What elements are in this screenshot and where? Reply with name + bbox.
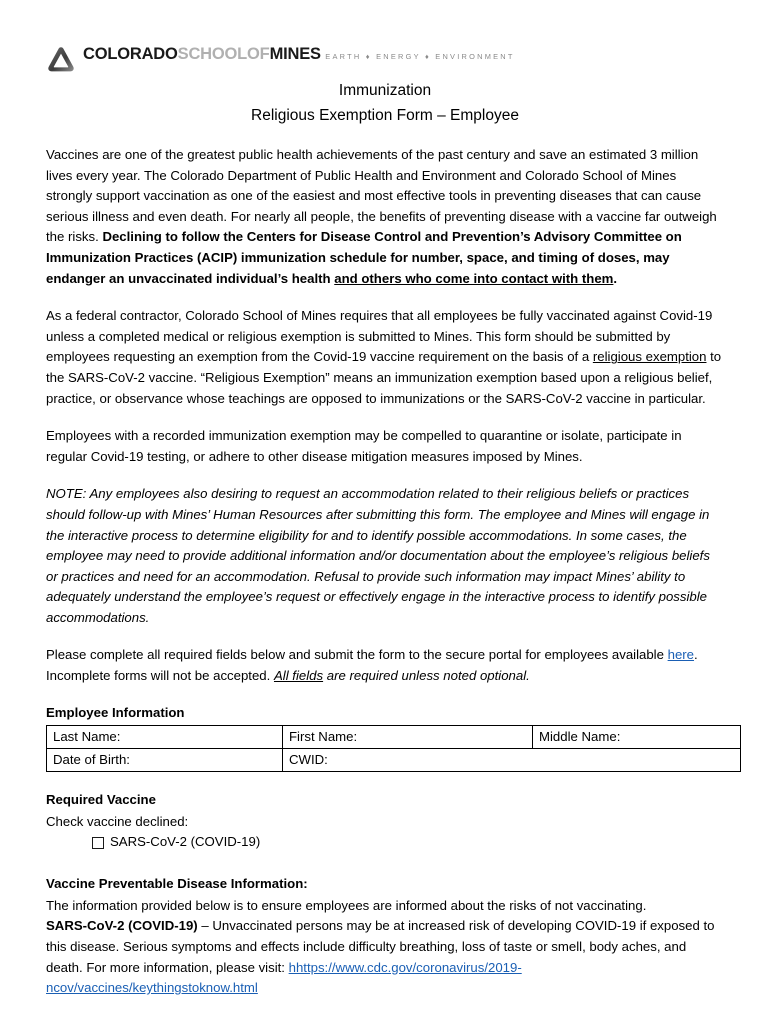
disease-name-label: SARS-CoV-2 (COVID-19) [46,918,198,934]
paragraph-federal-contractor [46,306,725,409]
vaccine-preventable-disease-section [46,875,725,999]
p1-bold-underlined-text: and others who come into contact with them [334,270,614,286]
mines-triangle-logo-icon [46,45,76,75]
p2-text-a: As a federal contractor, Colorado School of Mines requires that all employees be fully vaccinated against Covid-19 unless a completed medical or religious exemption is submitted to Mines. This form should be submitted by employees requesting an exemption from the Covid-19 vaccine requirement on the basis of a [46,308,713,365]
logo-wordmark [83,45,321,63]
p2-underlined-religious-exemption: religious exemption [592,349,707,365]
vaccine-preventable-heading: Vaccine Preventable Disease Information: [46,875,308,891]
document-header [46,44,724,134]
checkbox-sars-cov-2-icon[interactable] [92,837,104,849]
disease-description-text: – Unvaccinated persons may be at increased risk of developing COVID-19 if exposed to this disease. Serious symptoms and effects include difficulty breathing, loss of taste or smell, body aches, and death. For more information, please visit: [46,918,715,975]
required-vaccine-section [46,791,725,853]
p1-bold-text: Declining to follow the Centers for Disease Control and Prevention’s Advisory Committee on Immunization Practices (ACIP) immunization schedule for number, space, and timing of doses, may endanger an unvaccinated individual’s health [46,229,682,286]
p5-text-b: . Incomplete forms will not be accepted. [46,647,698,684]
vaccine-option-row[interactable] [92,832,725,853]
paragraph-vaccines-intro [46,145,725,289]
paragraph-note-accommodation: NOTE: Any employees also desiring to request an accommodation related to their religious beliefs or practices should follow-up with Mines’ Human Resources after submitting this form. The employee and Mines will engage in the interactive process to determine eligibility for and to identify possible accommodations. In some cases, the employee may need to provide additional information and/or documentation about the employee’s religious beliefs or practices and need for an accommodation. Refusal to provide such information may impact Mines’ ability to adequately understand the employee’s request or effectively engage in the interactive process to identify possible accommodations. [46,486,710,625]
logo-text-group [83,44,515,64]
vaccine-preventable-intro: The information provided below is to ensure employees are informed about the risks of not vaccinating. [46,897,647,913]
page-title-line-1: Immunization [338,82,432,99]
paragraph-submit-instructions [46,645,725,686]
logo-word-colorado: COLORADO [83,45,178,63]
page-title-line-2: Religious Exemption Form – Employee [251,107,519,124]
p5-text-a: Please complete all required fields below and submit the form to the secure portal for employees available [46,647,668,663]
vaccine-preventable-disease-detail [46,916,725,998]
p1-normal-text: Vaccines are one of the greatest public health achievements of the past century and save an estimated 3 million lives every year. The Colorado Department of Public Health and Environment and Colorado School of Mines strongly support vaccination as one of the easiest and most effective tools in preventing diseases that can cause serious illness and even death. For nearly all people, the benefits of preventing disease with a vaccine far outweigh the risks. [46,147,717,245]
cdc-information-link[interactable]: hhttps://www.cdc.gov/coronavirus/2019-ncov/vaccines/keythingstoknow.html [46,959,522,996]
cell-date-of-birth[interactable]: Date of Birth: [47,748,283,771]
logo-word-schoolof: SCHOOLOF [177,45,270,63]
colorado-school-of-mines-logo [46,44,515,75]
required-vaccine-heading: Required Vaccine [46,791,156,807]
page-title [46,78,724,128]
check-vaccine-declined-instruction: Check vaccine declined: [46,813,189,829]
table-row [47,725,741,748]
table-row [47,748,741,771]
p5-all-fields-emphasis: All fields [273,668,324,684]
vaccine-option-label: SARS-CoV-2 (COVID-19) [110,834,261,850]
logo-tagline: EARTH ♦ ENERGY ♦ ENVIRONMENT [325,52,515,61]
logo-word-mines: MINES [269,45,321,63]
cell-cwid[interactable]: CWID: [283,748,741,771]
secure-portal-here-link[interactable]: here [667,647,695,663]
p2-text-b: to the SARS-CoV-2 vaccine. “Religious Exemption” means an immunization exemption based upon a religious belief, practice, or observance whose teachings are opposed to immunizations or the SARS-CoV-2 vaccine in particular. [46,349,722,406]
employee-information-table [46,725,741,772]
document-body [46,145,725,999]
paragraph-quarantine-measures: Employees with a recorded immunization exemption may be compelled to quarantine or isolate, participate in regular Covid-19 testing, or adhere to other disease mitigation measures imposed by Mines. [46,428,682,464]
p5-text-c: are required unless noted optional. [323,668,530,684]
cell-first-name[interactable]: First Name: [283,725,533,748]
p1-tail-period: . [613,270,618,286]
employee-information-heading: Employee Information [46,704,185,720]
cell-last-name[interactable]: Last Name: [47,725,283,748]
cell-middle-name[interactable]: Middle Name: [533,725,741,748]
